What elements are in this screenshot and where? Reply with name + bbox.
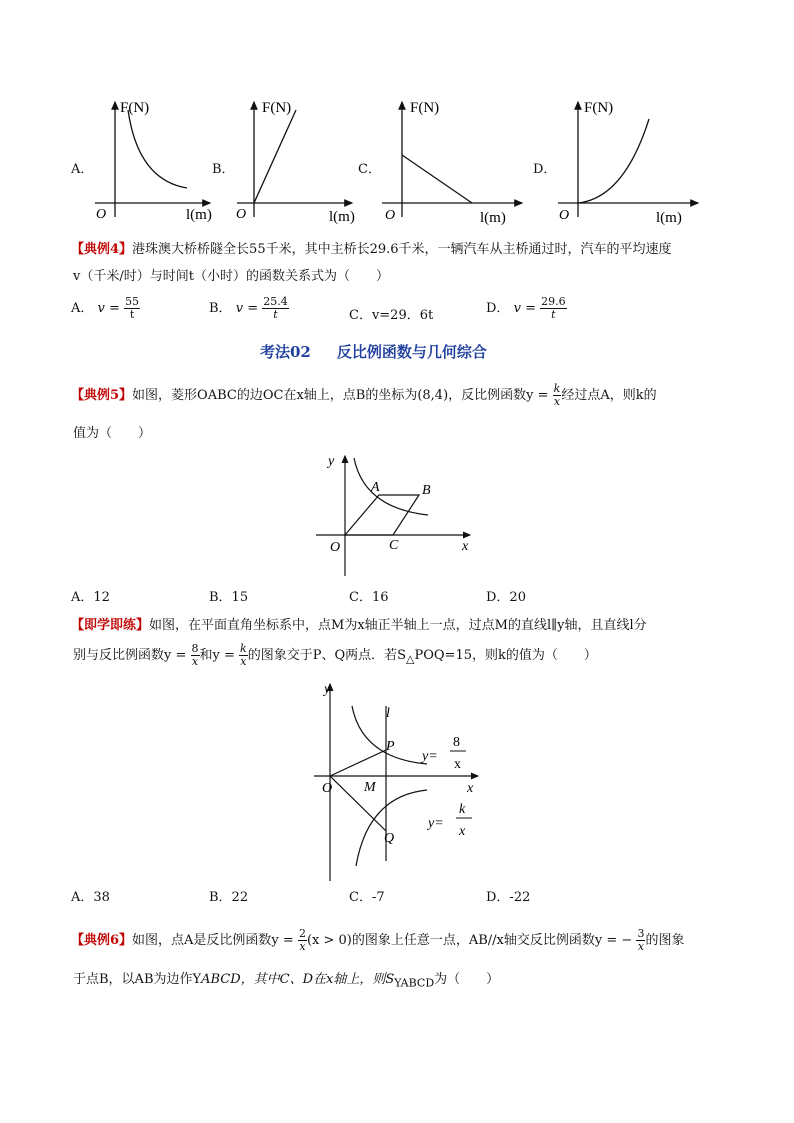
option-a[interactable]: A． v = $\frac{55}{t}$ (71, 295, 140, 321)
graph-d-svg (556, 92, 706, 227)
option-b[interactable]: B．22 (209, 890, 249, 905)
graph-c-origin: O (385, 208, 396, 223)
graph-b-origin: O (236, 207, 247, 222)
question-tag: 【即学即练】 (71, 618, 150, 633)
option-d[interactable]: D．20 (486, 590, 526, 605)
graph-d-x-label: l(m) (656, 210, 682, 226)
svg-text:y: y (328, 454, 335, 469)
graph-a-x-label: l(m) (186, 207, 212, 223)
svg-text:O: O (322, 781, 333, 796)
section-heading: 考法02 反比例函数与几何综合 (260, 343, 487, 361)
graph-d-origin: O (559, 208, 570, 223)
option-b[interactable]: B． v = $\frac{25.4}{t}$ (209, 295, 288, 321)
graph-d-y-label: F(N) (584, 100, 614, 116)
graph-a-origin: O (96, 207, 107, 222)
question-tag: 【典例5】 (71, 388, 133, 403)
option-c-label: C． (358, 162, 381, 177)
svg-text:O: O (330, 540, 341, 555)
svg-text:y: y (324, 682, 331, 697)
question-tag: 【典例4】 (71, 242, 133, 257)
question-tag: 【典例6】 (71, 933, 133, 948)
svg-text:x: x (467, 781, 474, 796)
svg-text:M: M (364, 780, 376, 795)
svg-text:B: B (422, 483, 431, 498)
option-c[interactable]: C．16 (349, 590, 389, 605)
svg-text:k: k (459, 802, 466, 817)
svg-text:P: P (386, 739, 395, 754)
graph-a-y-label: F(N) (120, 100, 150, 116)
graph-a-svg (90, 92, 220, 227)
question-text-line2: 值为（ ） (73, 426, 152, 441)
svg-text:8: 8 (453, 735, 460, 750)
svg-text:l: l (386, 706, 390, 721)
parallelogram-symbol: Y (192, 972, 202, 987)
svg-text:y=: y= (428, 816, 444, 831)
question-text-line2: v（千米/时）与时间t（小时）的函数关系式为（ ） (73, 269, 389, 284)
svg-text:x: x (459, 824, 466, 839)
graph-b-svg (232, 92, 362, 227)
svg-text:C: C (389, 538, 399, 553)
option-d[interactable]: D．-22 (486, 890, 531, 905)
svg-text:A: A (371, 480, 380, 495)
option-a[interactable]: A．12 (71, 590, 110, 605)
option-c[interactable]: C．-7 (349, 890, 385, 905)
option-b-label: B． (212, 162, 235, 177)
svg-text:x: x (462, 539, 469, 554)
graph-b-x-label: l(m) (329, 209, 355, 225)
option-c[interactable]: C．v=29．6t (349, 308, 434, 323)
svg-text:y=: y= (422, 749, 438, 764)
graph-b-y-label: F(N) (262, 100, 292, 116)
svg-text:Q: Q (384, 831, 395, 846)
option-a[interactable]: A．38 (71, 890, 110, 905)
hyperbola-figure (310, 676, 490, 886)
graph-c-y-label: F(N) (410, 100, 440, 116)
graph-c-x-label: l(m) (480, 210, 506, 226)
option-b[interactable]: B．15 (209, 590, 249, 605)
question-text: 港珠澳大桥桥隧全长55千米，其中主桥长29.6千米，一辆汽车从主桥通过时，汽车的平均速度 (132, 242, 672, 257)
option-d-label: D． (533, 162, 557, 177)
option-a-label: A． (71, 162, 94, 177)
rhombus-figure (312, 448, 482, 580)
svg-text:x: x (454, 757, 461, 772)
graph-c-svg (380, 92, 530, 227)
option-d[interactable]: D． v = $\frac{29.6}{t}$ (486, 295, 566, 321)
